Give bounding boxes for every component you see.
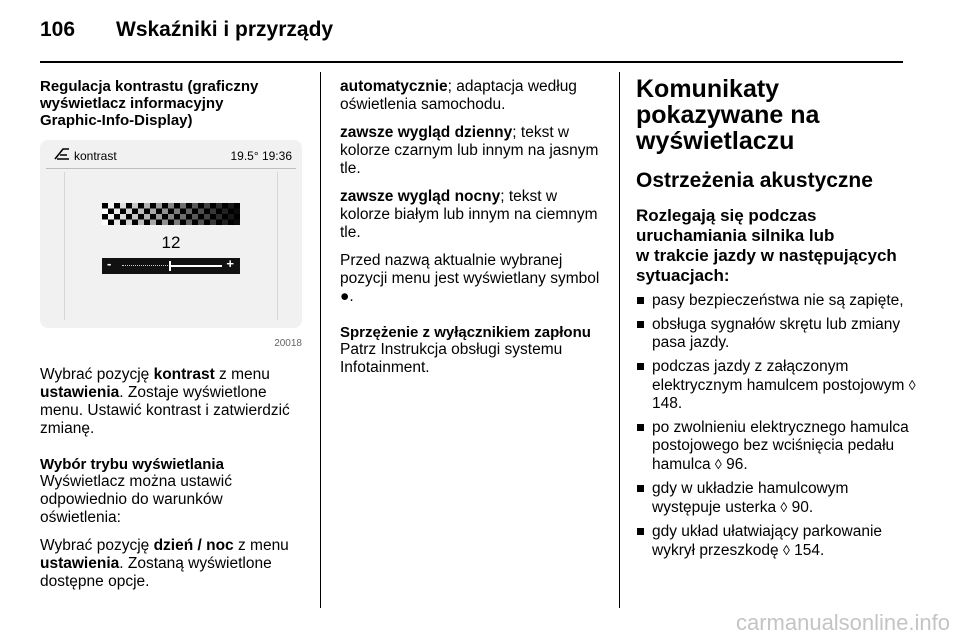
pattern-cell (174, 209, 180, 215)
pattern-cell (120, 209, 126, 215)
pattern-cell (174, 214, 180, 220)
pattern-cell (102, 203, 108, 209)
pattern-cell (186, 220, 192, 226)
pattern-cell (210, 203, 216, 209)
column-1 (40, 78, 302, 129)
text: Wybrać pozycję (40, 537, 154, 554)
pattern-cell (126, 203, 132, 209)
page-reference[interactable]: 96. (726, 456, 748, 473)
reference-arrow-icon: ◊ (780, 499, 788, 515)
pattern-cell (210, 214, 216, 220)
pattern-cell (144, 220, 150, 226)
pattern-cell (216, 209, 222, 215)
option-term: automatycznie (340, 78, 448, 95)
list-heading (636, 206, 916, 286)
pattern-cell (168, 203, 174, 209)
menu-term: ustawienia (40, 555, 120, 572)
pattern-cell (132, 214, 138, 220)
paragraph (40, 537, 302, 591)
screen-status: 19.5° 19:36 (230, 149, 292, 163)
bullet-square-icon (637, 297, 644, 304)
list-item-text: po zwolnieniu elektrycznego hamulca postojowego bez wciśnięcia pedału hamulca (652, 419, 909, 473)
pattern-cell (210, 220, 216, 226)
pattern-cell (156, 203, 162, 209)
heading-line: Graphic-Info-Display) (40, 112, 193, 129)
bullet-square-icon (637, 363, 644, 370)
pattern-cell (222, 214, 228, 220)
bullet-symbol: ● (340, 288, 350, 305)
bullet-square-icon (637, 424, 644, 431)
pattern-cell (204, 214, 210, 220)
list-item (636, 292, 916, 310)
contrast-icon (54, 147, 70, 161)
pattern-cell (150, 203, 156, 209)
menu-term: kontrast (153, 366, 215, 383)
pattern-cell (150, 209, 156, 215)
pattern-cell (192, 220, 198, 226)
contrast-slider (102, 258, 240, 274)
list-item-text: pasy bezpieczeństwa nie są zapięte, (652, 292, 904, 309)
title-line: Komunikaty (636, 75, 780, 103)
pattern-cell (132, 203, 138, 209)
text: Wybrać pozycję (40, 366, 154, 383)
list-item-text: podczas jazdy z załączonym elektrycznym hamulcem postojowym (652, 358, 905, 394)
text: Przed nazwą aktualnie wybranej pozycji menu jest wyświetlany symbol (340, 252, 600, 287)
page-reference[interactable]: 154. (794, 542, 825, 559)
pattern-cell (132, 209, 138, 215)
pattern-cell (120, 220, 126, 226)
pattern-cell (222, 220, 228, 226)
pattern-cell (102, 220, 108, 226)
text: z menu (233, 537, 289, 554)
text: ; adaptacja według oświetlenia samochodu. (340, 78, 577, 113)
pattern-cell (168, 214, 174, 220)
slider-track (122, 265, 170, 266)
pattern-cell (222, 209, 228, 215)
pattern-cell (156, 220, 162, 226)
heading-line: wyświetlacz informacyjny (40, 95, 224, 112)
pattern-cell (198, 209, 204, 215)
pattern-cell (198, 203, 204, 209)
screen-divider (46, 168, 296, 169)
pattern-cell (108, 214, 114, 220)
pattern-cell (204, 220, 210, 226)
pattern-cell (228, 214, 234, 220)
header-rule (40, 61, 903, 63)
pattern-cell (144, 214, 150, 220)
pattern-cell (120, 203, 126, 209)
column-3 (636, 76, 916, 566)
pattern-cell (162, 220, 168, 226)
pattern-cell (138, 203, 144, 209)
list-item-text: gdy w układzie hamulcowym występuje usterka (652, 480, 849, 516)
menu-term: dzień / noc (153, 537, 234, 554)
pattern-cell (168, 209, 174, 215)
pattern-cell (180, 220, 186, 226)
display-illustration (40, 140, 302, 354)
pattern-cell (108, 203, 114, 209)
pattern-cell (192, 214, 198, 220)
pattern-cell (138, 214, 144, 220)
pattern-cell (126, 209, 132, 215)
option-term: zawsze wygląd dzienny (340, 124, 513, 141)
bullet-square-icon (637, 528, 644, 535)
pattern-cell (222, 203, 228, 209)
pattern-cell (156, 214, 162, 220)
pattern-cell (216, 220, 222, 226)
column-1-text (40, 366, 302, 601)
pattern-cell (162, 209, 168, 215)
pattern-cell (192, 203, 198, 209)
option (340, 78, 602, 114)
pattern-cell (234, 220, 240, 226)
section-title (636, 76, 916, 154)
slider-knob (169, 261, 171, 271)
paragraph: Wyświetlacz można ustawić odpowiednio do warunków oświetlenia: (40, 473, 232, 526)
pattern-cell (144, 203, 150, 209)
screen-menu-label: kontrast (74, 149, 117, 163)
pattern-cell (108, 209, 114, 215)
list-item (636, 523, 916, 560)
pattern-cell (144, 209, 150, 215)
column-divider-1 (320, 72, 321, 608)
pattern-cell (216, 214, 222, 220)
page-number: 106 (40, 18, 76, 41)
paragraph (40, 366, 302, 438)
text: . Zostaje wyświetlone menu. Ustawić kontrast i zatwierdzić zmianę. (40, 384, 290, 437)
slider-fill (170, 265, 222, 267)
pattern-cell (174, 220, 180, 226)
pattern-cell (102, 214, 108, 220)
pattern-cell (198, 220, 204, 226)
slider-minus: - (107, 256, 112, 271)
pattern-cell (234, 209, 240, 215)
page-title: Wskaźniki i przyrządy (116, 18, 334, 41)
pattern-cell (162, 214, 168, 220)
pattern-cell (114, 203, 120, 209)
pattern-cell (234, 214, 240, 220)
list-item (636, 358, 916, 413)
pattern-cell (228, 203, 234, 209)
subheading: Sprzężenie z wyłącznikiem zapłonu (340, 324, 591, 341)
page-reference[interactable]: 148. (652, 395, 683, 412)
text: . Zostaną wyświetlone dostępne opcje. (40, 555, 272, 590)
watermark: carmanualsonline.info (735, 610, 950, 635)
pattern-cell (162, 203, 168, 209)
pattern-cell (168, 220, 174, 226)
pattern-cell (228, 209, 234, 215)
list-item (636, 480, 916, 517)
reference-arrow-icon: ◊ (908, 377, 916, 393)
menu-term: ustawienia (40, 384, 120, 401)
pattern-cell (138, 220, 144, 226)
pattern-cell (108, 220, 114, 226)
heading-line: Regulacja kontrastu (graficzny (40, 78, 259, 95)
pattern-cell (180, 214, 186, 220)
column-divider-2 (619, 72, 620, 608)
pattern-cell (204, 209, 210, 215)
figure-number: 20018 (274, 338, 302, 349)
pattern-cell (150, 220, 156, 226)
heading-line: Rozlegają się podczas (636, 206, 817, 225)
list-item (636, 316, 916, 352)
pattern-cell (114, 209, 120, 215)
bullet-square-icon (637, 485, 644, 492)
pattern-cell (204, 203, 210, 209)
pattern-cell (114, 214, 120, 220)
title-line: pokazywane na (636, 101, 820, 129)
paragraph: Patrz Instrukcja obsługi systemu Infotainment. (340, 341, 563, 376)
paragraph (340, 252, 602, 306)
contrast-value: 12 (161, 233, 181, 252)
pattern-cell (228, 220, 234, 226)
title-line: wyświetlaczu (636, 127, 795, 155)
pattern-cell (180, 203, 186, 209)
pattern-cell (180, 209, 186, 215)
list-item-text: gdy układ ułatwiający parkowanie wykrył przeszkodę (652, 523, 883, 559)
slider-plus: + (226, 256, 234, 271)
pattern-cell (174, 203, 180, 209)
pattern-cell (192, 209, 198, 215)
display-screen (40, 140, 302, 328)
section-heading-contrast (40, 78, 302, 129)
pattern-cell (126, 220, 132, 226)
pattern-cell (186, 203, 192, 209)
option-term: zawsze wygląd nocny (340, 188, 501, 205)
pattern-cell (138, 209, 144, 215)
text: ; tekst w kolorze czarnym lub innym na jasnym tle. (340, 124, 599, 177)
warning-list (636, 292, 916, 560)
bullet-square-icon (637, 321, 644, 328)
pattern-cell (216, 203, 222, 209)
heading-line: uruchamiania silnika lub (636, 226, 835, 245)
contrast-pattern (102, 203, 240, 225)
text: . (349, 288, 354, 305)
pattern-cell (234, 203, 240, 209)
pattern-cell (120, 214, 126, 220)
column-2 (340, 78, 602, 387)
pattern-cell (102, 209, 108, 215)
list-item (636, 419, 916, 474)
heading-line: w trakcie jazdy w następujących (636, 246, 897, 265)
subheading: Wybór trybu wyświetlania (40, 456, 224, 473)
text: ; tekst w kolorze białym lub innym na ciemnym tle. (340, 188, 598, 241)
reference-arrow-icon: ◊ (782, 542, 790, 558)
pattern-cell (186, 209, 192, 215)
reference-arrow-icon: ◊ (714, 456, 722, 472)
pattern-cell (114, 220, 120, 226)
pattern-cell (156, 209, 162, 215)
pattern-cell (198, 214, 204, 220)
option (340, 188, 602, 242)
option (340, 124, 602, 178)
heading-line: sytuacjach: (636, 266, 730, 285)
page-header (40, 18, 333, 42)
pattern-cell (210, 209, 216, 215)
list-item-text: obsługa sygnałów skrętu lub zmiany pasa jazdy. (652, 316, 901, 351)
subsection-title: Ostrzeżenia akustyczne (636, 169, 873, 192)
page-reference[interactable]: 90. (791, 499, 814, 516)
text: z menu (214, 366, 270, 383)
pattern-cell (150, 214, 156, 220)
pattern-cell (132, 220, 138, 226)
pattern-cell (186, 214, 192, 220)
pattern-cell (126, 214, 132, 220)
